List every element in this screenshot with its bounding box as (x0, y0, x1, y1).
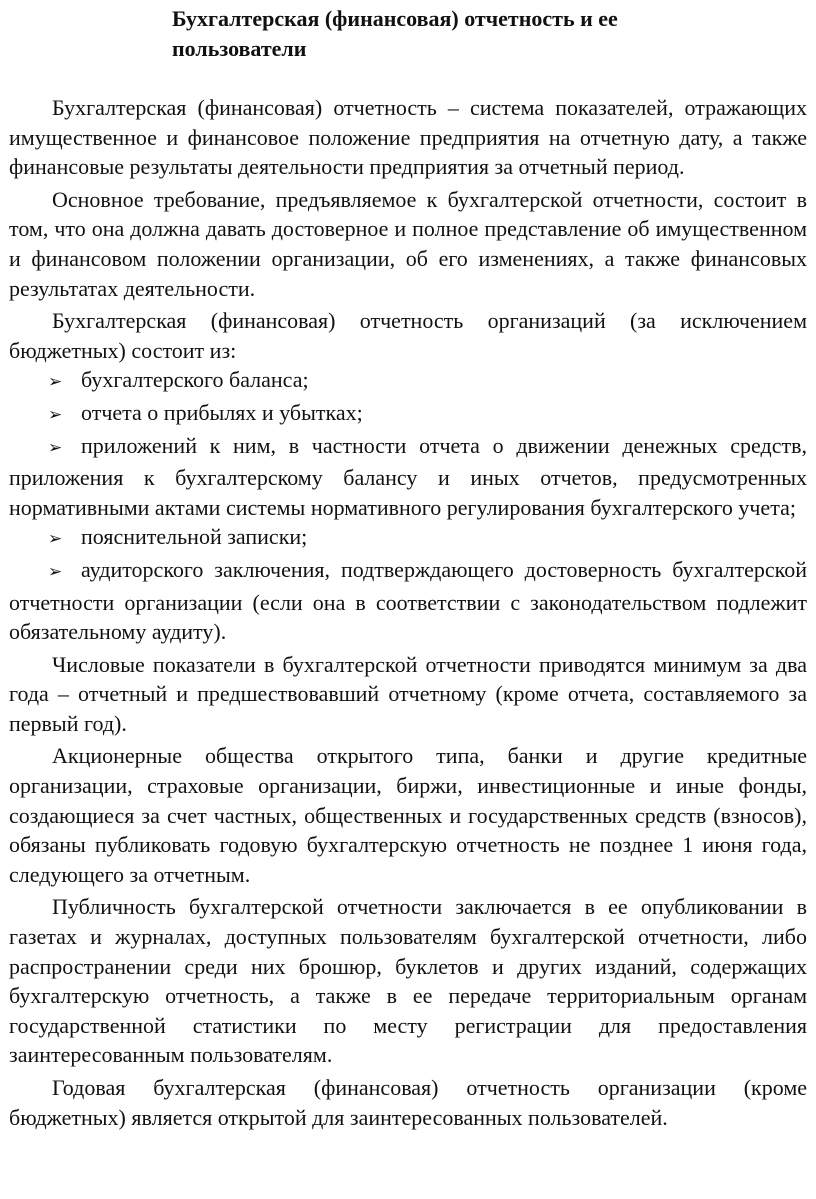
paragraph-composition: Бухгалтерская (финансовая) отчетность организаций (за исключением бюджетных) состоит из: (9, 308, 807, 363)
list-item-text: бухгалтерского баланса; (81, 367, 309, 393)
document-title: Бухгалтерская (финансовая) отчетность и ее пользователи (172, 6, 618, 61)
arrow-bullet-icon: ➢ (48, 404, 63, 425)
list-item (9, 555, 807, 647)
arrow-bullet-icon: ➢ (48, 529, 63, 550)
arrow-bullet-icon: ➢ (48, 437, 63, 458)
paragraph-publication-duty: Акционерные общества открытого типа, банки и другие кредитные организации, страховые организации, биржи, инвестиционные и иные фонды, создающиеся за счет частных, общественных и государственных средств (взносов), обязаны публиковать годовую бухгалтерскую отчетность не позднее 1 июня года, следующего за отчетным. (9, 743, 807, 887)
paragraph-requirement: Основное требование, предъявляемое к бухгалтерской отчетности, состоит в том, что она должна давать достоверное и полное представление об имущественном и финансовом положении организации, об его изменениях, а также финансовых результатах деятельности. (9, 186, 807, 301)
list-item (9, 522, 807, 555)
list-item-text: отчета о прибылях и убытках; (81, 399, 363, 425)
list-item-text: пояснительной записки; (81, 524, 308, 550)
arrow-bullet-icon: ➢ (48, 561, 63, 582)
paragraph-annual-openness: Годовая бухгалтерская (финансовая) отчетность организации (кроме бюджетных) является открытой для заинтересованных пользователей. (9, 1075, 807, 1130)
list-item (9, 398, 807, 431)
paragraph-publicity: Публичность бухгалтерской отчетности заключается в ее опубликовании в газетах и журналах, доступных пользователям бухгалтерской отчетности, либо распространении среди них брошюр, буклетов и других изданий, содержащих бухгалтерскую отчетность, а также в ее передаче территориальным органам государственной статистики по месту регистрации для предоставления заинтересованным пользователям. (9, 894, 807, 1068)
arrow-bullet-icon: ➢ (48, 372, 63, 393)
list-item-text: аудиторского заключения, подтверждающего достоверность бухгалтерской отчетности организации (если она в соответствии с законодательством подлежит обязательному аудиту). (9, 556, 807, 645)
paragraph-definition: Бухгалтерская (финансовая) отчетность – система показателей, отражающих имущественное и финансовое положение предприятия на отчетную дату, а также финансовые результаты деятельности предприятия за отчетный период. (9, 95, 807, 180)
list-item (9, 365, 807, 398)
paragraph-numeric-indicators: Числовые показатели в бухгалтерской отчетности приводятся минимум за два года – отчетный и предшествовавший отчетному (кроме отчета, составляемого за первый год). (9, 651, 807, 736)
composition-list (9, 365, 807, 646)
list-item (9, 431, 807, 523)
list-item-text: приложений к ним, в частности отчета о движении денежных средств, приложения к бухгалтерскому балансу и иных отчетов, предусмотренных нормативными актами системы нормативного регулирования бухгалтерского учета; (9, 432, 807, 520)
document-page (9, 4, 807, 1132)
